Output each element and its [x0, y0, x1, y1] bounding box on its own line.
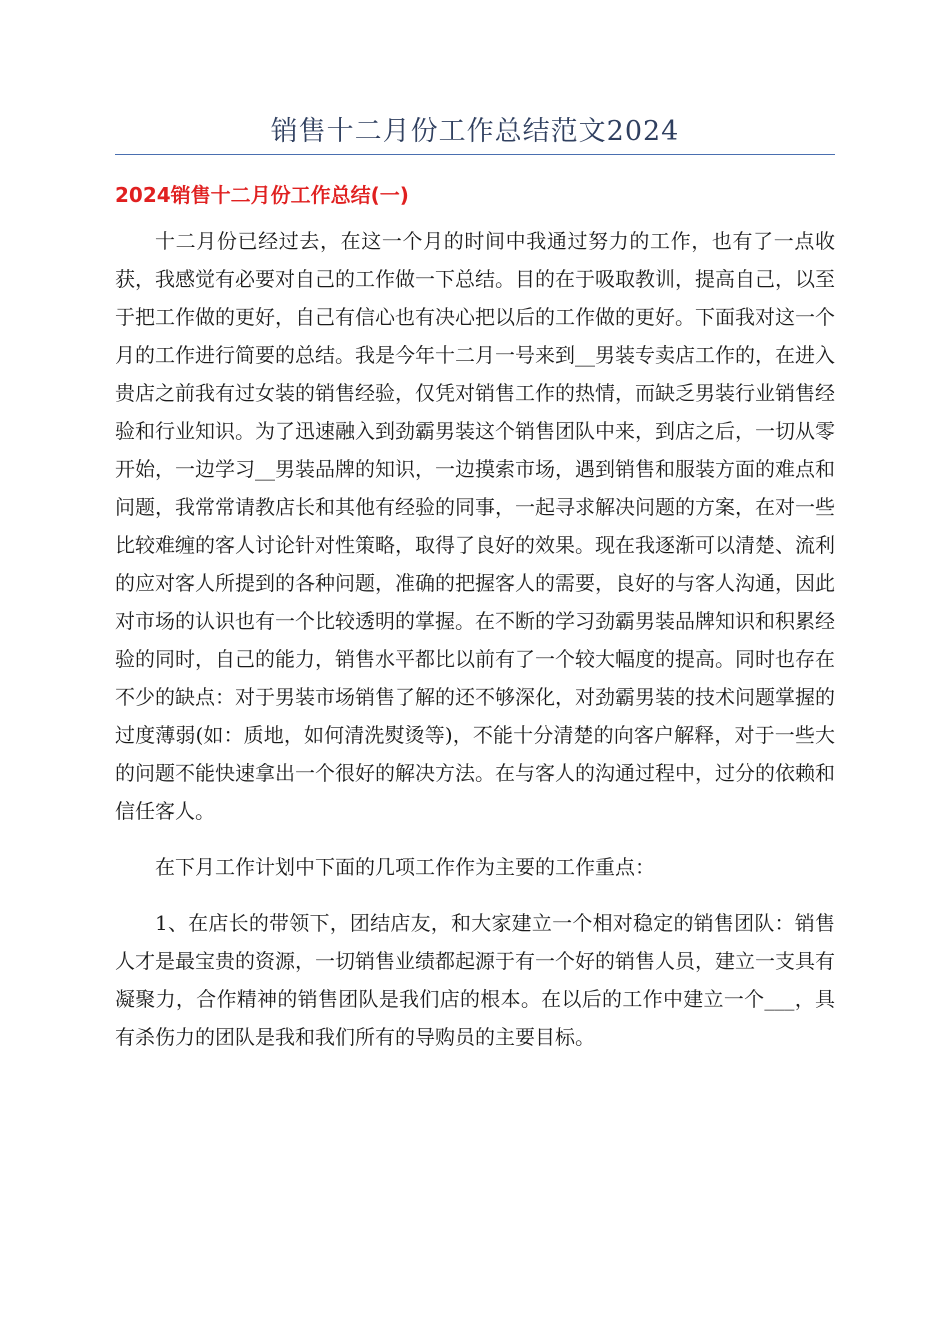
section-heading: 2024销售十二月份工作总结(一) — [115, 183, 409, 207]
body-paragraph: 1、在店长的带领下，团结店友，和大家建立一个相对稳定的销售团队：销售人才是最宝贵的资源，一切销售业绩都起源于有一个好的销售人员，建立一支具有凝聚力，合作精神的销售团队是我们店的根本。在以后的工作中建立一个___，具有杀伤力的团队是我和我们所有的导购员的主要目标。 — [115, 911, 835, 1049]
title-underline — [115, 154, 835, 155]
body-paragraph: 十二月份已经过去，在这一个月的时间中我通过努力的工作，也有了一点收获，我感觉有必要对自己的工作做一下总结。目的在于吸取教训，提高自己，以至于把工作做的更好，自己有信心也有决心把以后的工作做的更好。下面我对这一个月的工作进行简要的总结。我是今年十二月一号来到__男装专卖店工作的，在进入贵店之前我有过女装的销售经验，仅凭对销售工作的热情，而缺乏男装行业销售经验和行业知识。为了迅速融入到劲霸男装这个销售团队中来，到店之后，一切从零开始，一边学习__男装品牌的知识，一边摸索市场，遇到销售和服装方面的难点和问题，我常常请教店长和其他有经验的同事，一起寻求解决问题的方案，在对一些比较难缠的客人讨论针对性策略，取得了良好的效果。现在我逐渐可以清楚、流利的应对客人所提到的各种问题，准确的把握客人的需要，良好的与客人沟通，因此对市场的认识也有一个比较透明的掌握。在不断的学习劲霸男装品牌知识和积累经验的同时，自己的能力，销售水平都比以前有了一个较大幅度的提高。同时也存在不少的缺点：对于男装市场销售了解的还不够深化，对劲霸男装的技术问题掌握的过度薄弱(如：质地，如何清洗熨烫等)，不能十分清楚的向客户解释，对于一些大的问题不能快速拿出一个很好的解决方法。在与客人的沟通过程中，过分的依赖和信任客人。 — [115, 229, 835, 823]
document-title: 销售十二月份工作总结范文2024 — [270, 116, 680, 147]
body-paragraph: 在下月工作计划中下面的几项工作作为主要的工作重点： — [155, 855, 655, 879]
document-body — [115, 222, 835, 1074]
